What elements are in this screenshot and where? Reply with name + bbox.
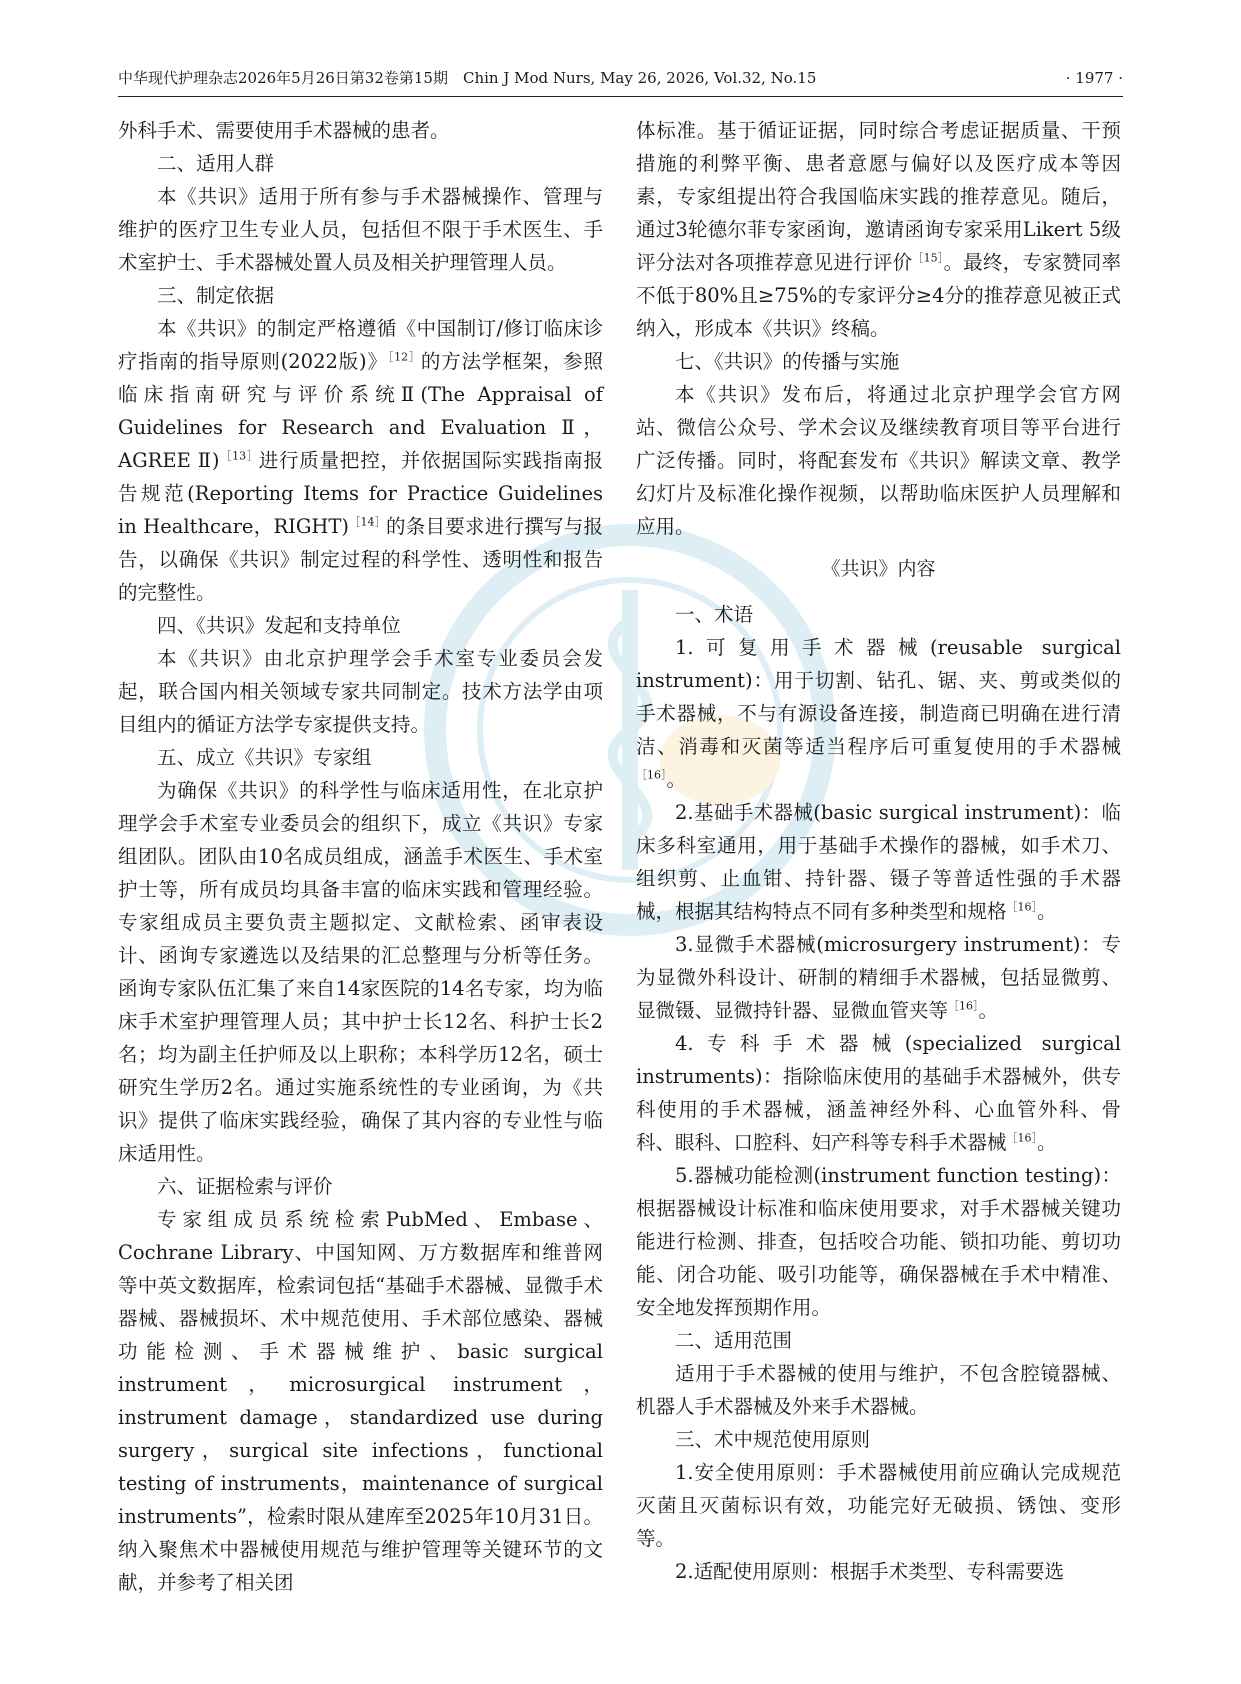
continued-paragraph: 外科手术、需要使用手术器械的患者。: [118, 119, 450, 142]
paragraph: [118, 312, 603, 609]
citation-ref: ［16］: [1006, 900, 1038, 914]
paragraph: 本《共识》适用于所有参与手术器械操作、管理与维护的医疗卫生专业人员，包括但不限于手术医生、手术室护士、手术器械处置人员及相关护理管理人员。: [118, 185, 603, 274]
citation-ref: ［16］: [948, 999, 979, 1013]
journal-citation: 中华现代护理杂志2026年5月26日第32卷第15期 Chin J Mod Nurs, May 26, 2026, Vol.32, No.15: [118, 69, 817, 87]
paragraph: 适用于手术器械的使用与维护，不包含腔镜器械、机器人手术器械及外来手术器械。: [636, 1362, 1121, 1418]
citation-ref: ［15］: [912, 251, 944, 265]
citation-ref: ［13］: [219, 449, 259, 463]
paragraph: 5.器械功能检测(instrument function testing)：根据器械设计标准和临床使用要求，对手术器械关键功能进行检测、排查，包括咬合功能、锁扣功能、剪切功能、闭合功能、吸引功能等，确保器械在手术中精准、安全地发挥预期作用。: [636, 1164, 1121, 1319]
paragraph: 本《共识》发布后，将通过北京护理学会官方网站、微信公众号、学术会议及继续教育项目等平台进行广泛传播。同时，将配套发布《共识》解读文章、教学幻灯片及标准化操作视频，以帮助临床医护人员理解和应用。: [636, 383, 1121, 538]
right-column: [636, 114, 1121, 1588]
section-title: 《共识》内容: [821, 558, 936, 580]
paragraph: 专家组成员系统检索PubMed、Embase、Cochrane Library、中国知网、万方数据库和维普网等中英文数据库，检索词包括“基础手术器械、显微手术器械、器械损坏、术中规范使用、手术部位感染、器械功能检测、手术器械维护、basic surgical instrument，microsurgical instrument，instrument damage，standardized use during surgery，surgical site infections，functional testing of instruments，maintenance of surgical instruments”，检索时限从建库至2025年10月31日。纳入聚焦术中器械使用规范与维护管理等关键环节的文献，并参考了相关团: [118, 1208, 603, 1594]
section-heading: 三、术中规范使用原则: [675, 1428, 871, 1451]
paragraph: 4.专科手术器械(specialized surgical instruments)：指除临床使用的基础手术器械外，供专科使用的手术器械，涵盖神经外科、心血管外科、骨科、眼科、口腔科、妇产科等专科手术器械$^{[16]}$。: [636, 1032, 1121, 1154]
paragraph: 1.安全使用原则：手术器械使用前应确认完成规范灭菌且灭菌标识有效，功能完好无破损、锈蚀、变形等。: [636, 1461, 1121, 1550]
section-heading: 二、适用人群: [157, 152, 275, 175]
paragraph: 本《共识》由北京护理学会手术室专业委员会发起，联合国内相关领域专家共同制定。技术方法学由项目组内的循证方法学专家提供支持。: [118, 647, 603, 736]
paragraph: 1.可复用手术器械(reusable surgical instrument)：用于切割、钻孔、锯、夹、剪或类似的手术器械，不与有源设备连接，制造商已明确在进行清洁、消毒和灭菌等适当程序后可重复使用的手术器械$^{[16]}$。: [636, 636, 1121, 791]
header-rule: [118, 96, 1123, 97]
citation-ref: ［12］: [387, 350, 421, 364]
page-number: · 1977 ·: [1065, 69, 1123, 87]
citation-ref: ［16］: [1006, 1131, 1038, 1145]
section-heading: 二、适用范围: [675, 1329, 793, 1352]
section-heading: 六、证据检索与评价: [157, 1175, 333, 1198]
paragraph: 2.基础手术器械(basic surgical instrument)：临床多科室通用，用于基础手术操作的器械，如手术刀、组织剪、止血钳、持针器、镊子等普适性强的手术器械，根据其结构特点不同有多种类型和规格$^{[16]}$。: [636, 801, 1121, 923]
section-heading: 七、《共识》的传播与实施: [675, 350, 900, 373]
citation-ref: ［14］: [349, 515, 387, 529]
paragraph: 2.适配使用原则：根据手术类型、专科需要选: [675, 1560, 1065, 1583]
paragraph-text: 的条目要求进行撰写与报告，以确保《共识》制定过程的科学性、透明性和报告的完整性。: [118, 515, 603, 604]
citation-ref: ［16］: [636, 768, 667, 782]
section-heading: 五、成立《共识》专家组: [157, 746, 372, 769]
paragraph-text: 进行质量把控，并依据国际实践指南报告规范(Reporting Items for Practice Guidelines in Healthcare，RIGHT): [118, 449, 603, 538]
section-heading: 一、术语: [675, 603, 754, 626]
section-heading: 三、制定依据: [157, 284, 275, 307]
paragraph: 为确保《共识》的科学性与临床适用性，在北京护理学会手术室专业委员会的组织下，成立《共识》专家组团队。团队由10名成员组成，涵盖手术医生、手术室护士等，所有成员均具备丰富的临床实践和管理经验。专家组成员主要负责主题拟定、文献检索、函审表设计、函询专家遴选以及结果的汇总整理与分析等任务。函询专家队伍汇集了来自14家医院的14名专家，均为临床手术室护理管理人员；其中护士长12名、科护士长2名；均为副主任护师及以上职称；本科学历12名，硕士研究生学历2名。通过实施系统性的专业函询，为《共识》提供了临床实践经验，确保了其内容的专业性与临床适用性。: [118, 779, 603, 1165]
section-heading: 四、《共识》发起和支持单位: [157, 614, 401, 637]
paragraph-text: 本《共识》的制定严格遵循《中国制订/修订临床诊疗指南的指导原则(2022版)》: [118, 317, 603, 373]
paragraph-text: 的方法学框架，参照临床指南研究与评价系统Ⅱ(The Appraisal of Guidelines for Research and Evaluation Ⅱ，AGREE Ⅱ): [118, 350, 603, 472]
paragraph: 3.显微手术器械(microsurgery instrument)：专为显微外科设计、研制的精细手术器械，包括显微剪、显微镊、显微持针器、显微血管夹等$^{[16]}$。: [636, 933, 1121, 1022]
left-column: [118, 114, 603, 1599]
continued-paragraph: 体标准。基于循证证据，同时综合考虑证据质量、干预措施的利弊平衡、患者意愿与偏好以及医疗成本等因素，专家组提出符合我国临床实践的推荐意见。随后，通过3轮德尔菲专家函询，邀请函询专家采用Likert 5级评分法对各项推荐意见进行评价$^{[15]}$。最终，专家赞同率不低于80%且≥75%的专家评分≥4分的推荐意见被正式纳入，形成本《共识》终稿。: [636, 119, 1121, 340]
